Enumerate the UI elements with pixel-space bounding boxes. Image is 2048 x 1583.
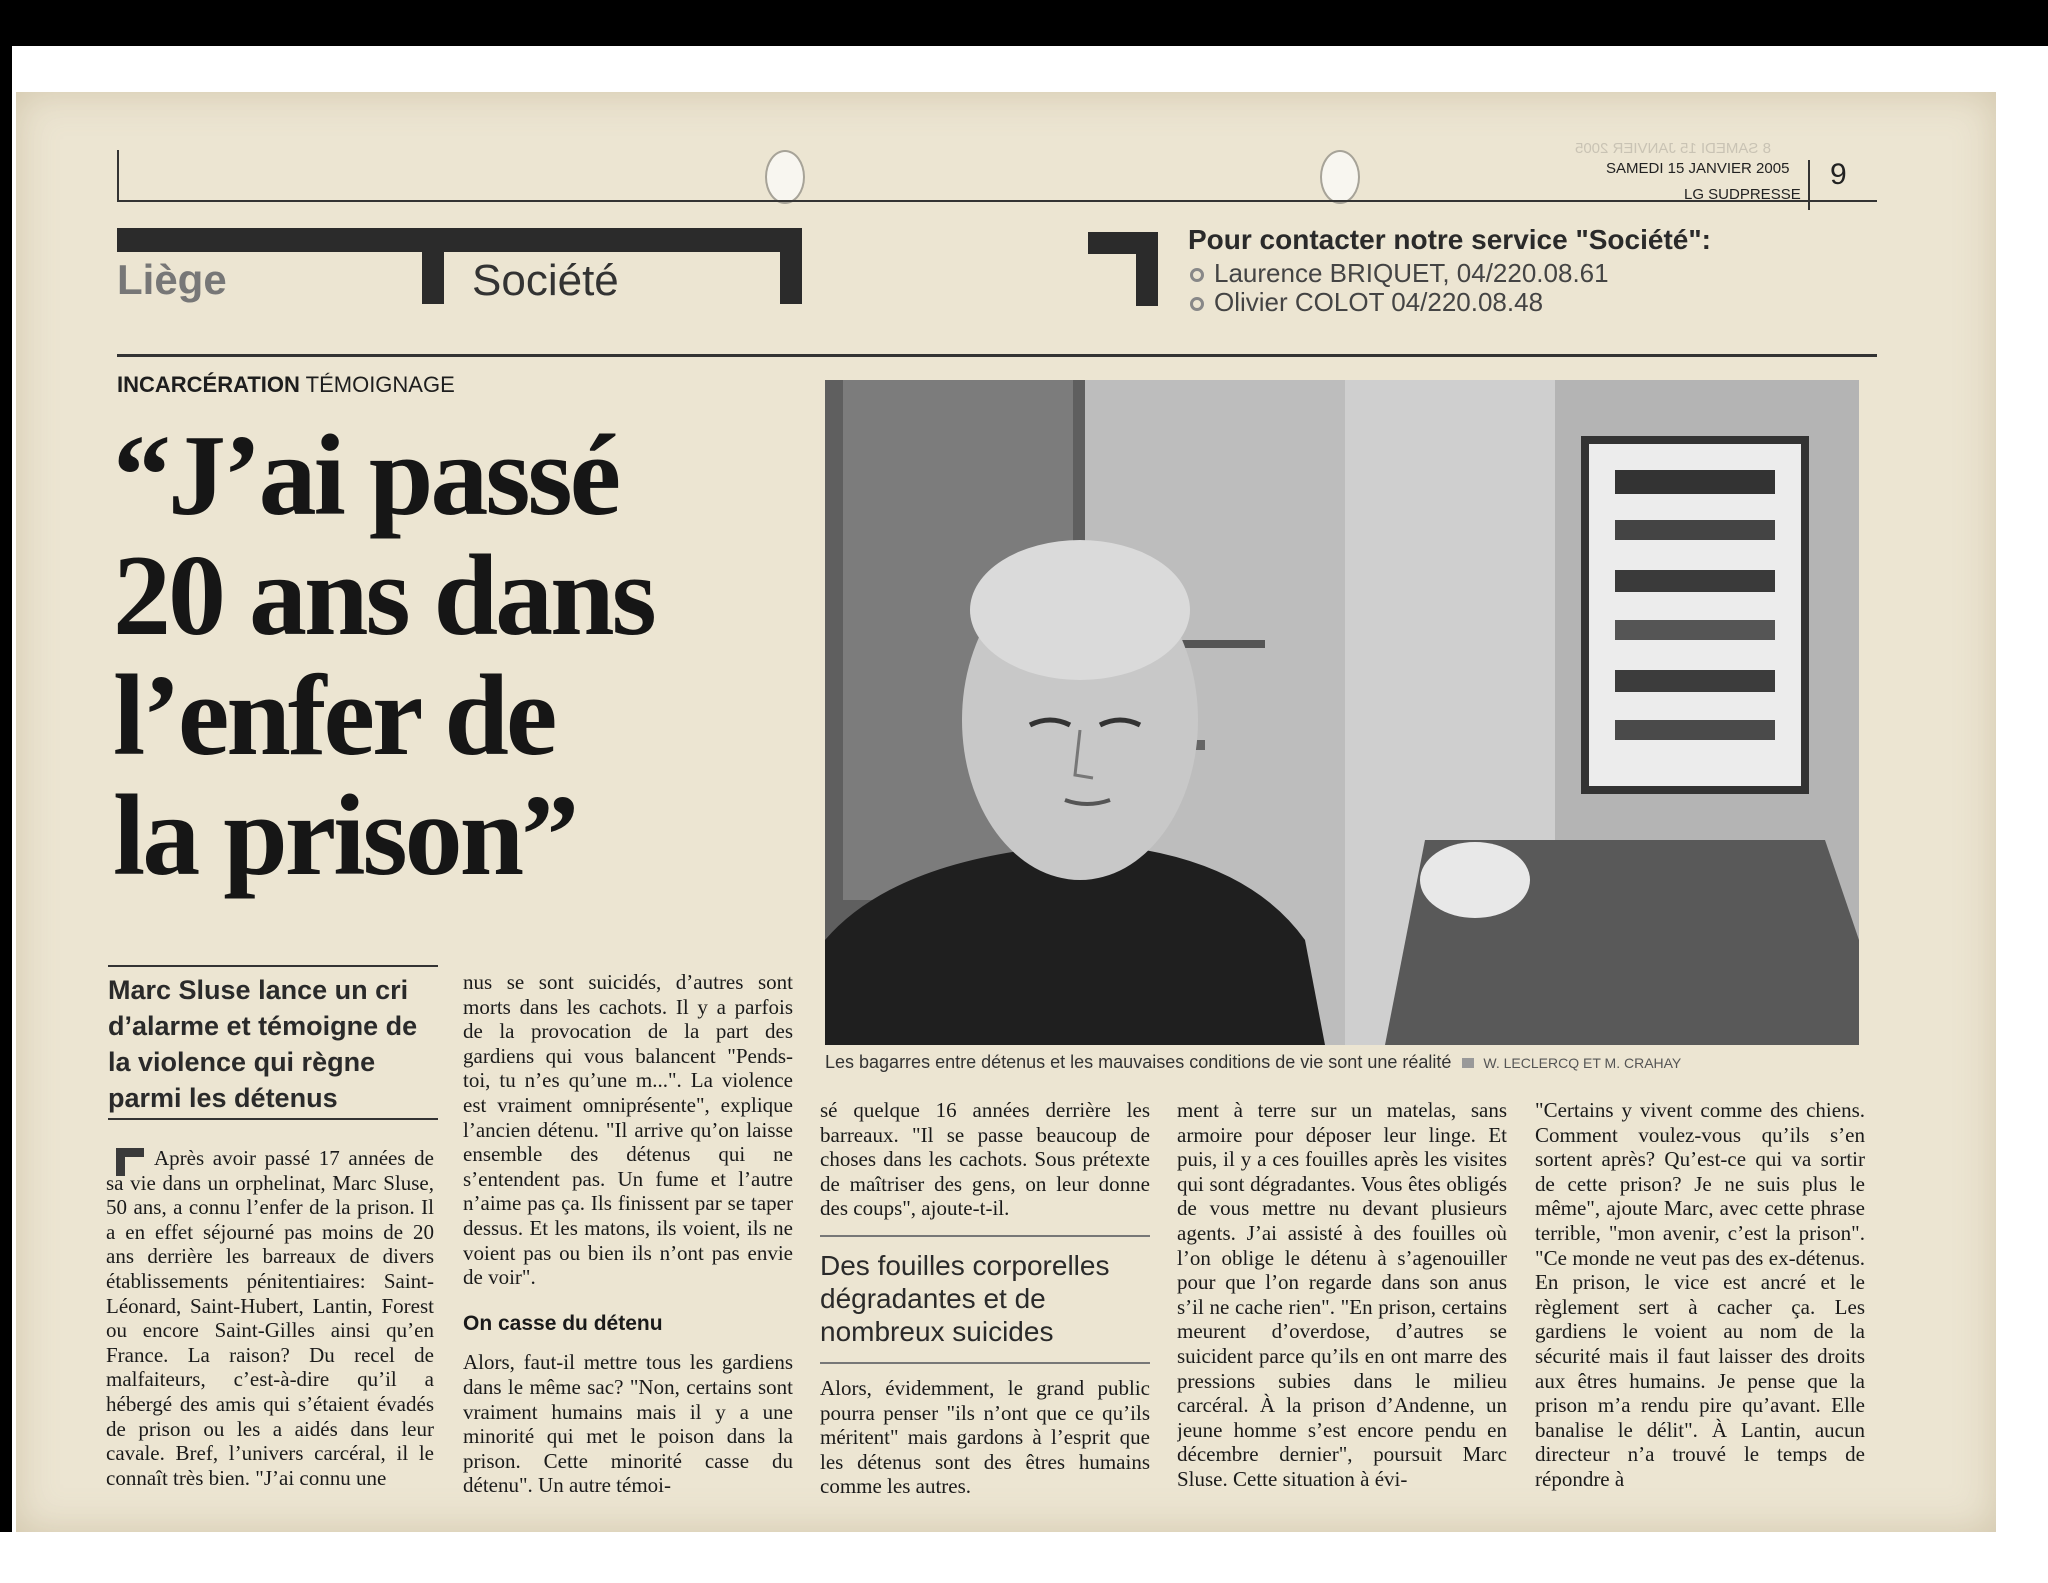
contact-bracket-v bbox=[1136, 232, 1158, 306]
punch-hole bbox=[765, 150, 805, 204]
column-3-text-a: sé quelque 16 années derrière les barreaux. "Il se passe beaucoup de choses dans les cachots. Sous prétexte de maîtriser des gens, on leur donne des coups", ajoute-t-il. bbox=[820, 1098, 1150, 1221]
subhead-2: Des fouilles corporelles dégradantes et de nombreux suicides bbox=[820, 1249, 1110, 1347]
kicker-genre: TÉMOIGNAGE bbox=[305, 372, 455, 397]
article-column-5 bbox=[1535, 1098, 1865, 1516]
mirrored-bleed-text: 8 SAMEDI 15 JANVIER 2005 bbox=[1575, 140, 1771, 157]
subhead-rule bbox=[820, 1235, 1150, 1237]
article-photo bbox=[825, 380, 1859, 1045]
article-column-1 bbox=[106, 1146, 434, 1516]
bullet-icon bbox=[1190, 268, 1204, 282]
camera-icon bbox=[1462, 1058, 1474, 1068]
article-lead: Marc Sluse lance un cri d’alarme et témoigne de la violence qui règne parmi les détenus bbox=[108, 975, 418, 1113]
column-5-text: "Certains y vivent comme des chiens. Comment voulez-vous qu’ils s’en sortent après? Qu’est-ce qui va sortir de cette prison? Je ne suis plus le même", ajoute Marc, avec cette phrase terrible, "mon avenir, c’est la prison". "Ce monde ne veut pas des ex-détenus. En prison, le vice est ancré et le règlement sert à cacher ça. Les gardiens le voient au nom de la sécurité mais il faut laisser des droits aux êtres humains. Je pense que la prison m’a rendu pire qu’avant. Elle banalise le délit". À Lantin, aucun directeur n’a trouvé le temps de répondre à bbox=[1535, 1098, 1865, 1491]
photo-credit: W. LECLERCQ ET M. CRAHAY bbox=[1483, 1055, 1682, 1071]
headline-line-3: l’enfer de bbox=[113, 652, 555, 780]
lead-rule bbox=[108, 965, 438, 967]
scan-top-border bbox=[0, 0, 2048, 46]
header-date: SAMEDI 15 JANVIER 2005 bbox=[1606, 160, 1790, 177]
headline-line-2: 20 ans dans bbox=[113, 532, 654, 660]
kicker-topic: INCARCÉRATION bbox=[117, 372, 300, 397]
header-publication: LG SUDPRESSE bbox=[1684, 186, 1801, 203]
column-2-text-a: nus se sont suicidés, d’autres sont morts dans les cachots. Il y a parfois de la provocation de la part des gardiens qui vous balancent "Pends-toi, tu n’es qu’une m...". La violence est vraiment omniprésente", explique l’ancien détenu. "Il arrive qu’on laisse ensemble des détenus qui ne s’entendent pas. Un fume et l’autre n’aime pas ça. Ils finissent par se taper dessus. Et les matons, ils voient, ils ne voient pas ou bien ils n’ont pas envie de voir". bbox=[463, 970, 793, 1290]
photo-caption bbox=[825, 1052, 1681, 1073]
subhead-rule bbox=[820, 1362, 1150, 1364]
caption-text: Les bagarres entre détenus et les mauvaises conditions de vie sont une réalité bbox=[825, 1052, 1452, 1072]
column-3-text-b: Alors, évidemment, le grand public pourra penser "ils n’ont que ce qu’ils méritent" mais gardons à l’esprit que les détenus sont des êtres humains comme les autres. bbox=[820, 1375, 1150, 1499]
column-4-text: ment à terre sur un matelas, sans armoire pour déposer leur linge. Et puis, il y a ces fouilles après les visites qui sont dégradantes. Vous êtes obligés de vous mettre nu devant plusieurs agents. J’ai assisté à des fouilles où l’on oblige le détenu à s’agenouiller pour que l’on regarde dans son anus s’il ne cache rien". "En prison, certains meurent d’overdose, d’autres se suicident parce qu’ils en ont marre des pressions subies dans le milieu carcéral. À la prison d’Andenne, un jeune homme s’est encore pendu en décembre dernier", poursuit Marc Sluse. Cette situation à évi- bbox=[1177, 1098, 1507, 1491]
lead-rule-bottom bbox=[108, 1118, 438, 1120]
scan-left-border bbox=[0, 46, 12, 1532]
section-bar bbox=[117, 228, 802, 252]
subhead-1: On casse du détenu bbox=[463, 1311, 663, 1335]
contact-line: Olivier COLOT 04/220.08.48 bbox=[1190, 287, 1543, 318]
contact-title: Pour contacter notre service "Société": bbox=[1188, 224, 1711, 255]
section-right-tick bbox=[780, 228, 802, 304]
punch-hole bbox=[1320, 150, 1360, 204]
page-number-divider bbox=[1808, 160, 1810, 210]
section-rule bbox=[117, 354, 1877, 357]
contact-line: Laurence BRIQUET, 04/220.08.61 bbox=[1190, 258, 1609, 289]
photo-illustration bbox=[825, 380, 1859, 1045]
header-left-tick bbox=[117, 150, 119, 202]
column-2-text-b: Alors, faut-il mettre tous les gardiens dans le même sac? "Non, certains sont vraiment humains mais il y a une minorité qui met le poison dans la prison. Cette minorité casse du détenu". Un autre témoi- bbox=[463, 1350, 793, 1498]
article-column-4 bbox=[1177, 1098, 1507, 1516]
bullet-icon bbox=[1190, 297, 1204, 311]
column-1-text: Après avoir passé 17 années de sa vie dans un orphelinat, Marc Sluse, 50 ans, a connu l’enfer de la prison. Il a en effet séjourné pas moins de 20 ans derrière les barreaux de divers établissements pénitentiaires: Saint-Léonard, Saint-Hubert, Lantin, Forest ou encore Saint-Gilles ainsi qu’en France. La raison? Du recel de malfaiteurs, c’est-à-dire qu’il a hébergé des amis qui s’étaient évadés de prison ou les a aidés dans leur cavale. Bref, l’univers carcéral, il le connaît très bien. "J’ai connu une bbox=[106, 1146, 434, 1490]
article-column-3 bbox=[820, 1098, 1150, 1516]
scan-bottom-margin bbox=[0, 1532, 2048, 1583]
header-rule bbox=[117, 200, 1877, 202]
headline-line-4: la prison” bbox=[113, 772, 577, 900]
article-kicker bbox=[117, 372, 455, 398]
page-number: 9 bbox=[1830, 158, 1847, 191]
article-column-2 bbox=[463, 970, 793, 1516]
section-name: Société bbox=[472, 256, 619, 305]
section-divider bbox=[422, 228, 444, 304]
section-region: Liège bbox=[117, 256, 227, 303]
headline-line-1: “J’ai passé bbox=[113, 412, 619, 540]
